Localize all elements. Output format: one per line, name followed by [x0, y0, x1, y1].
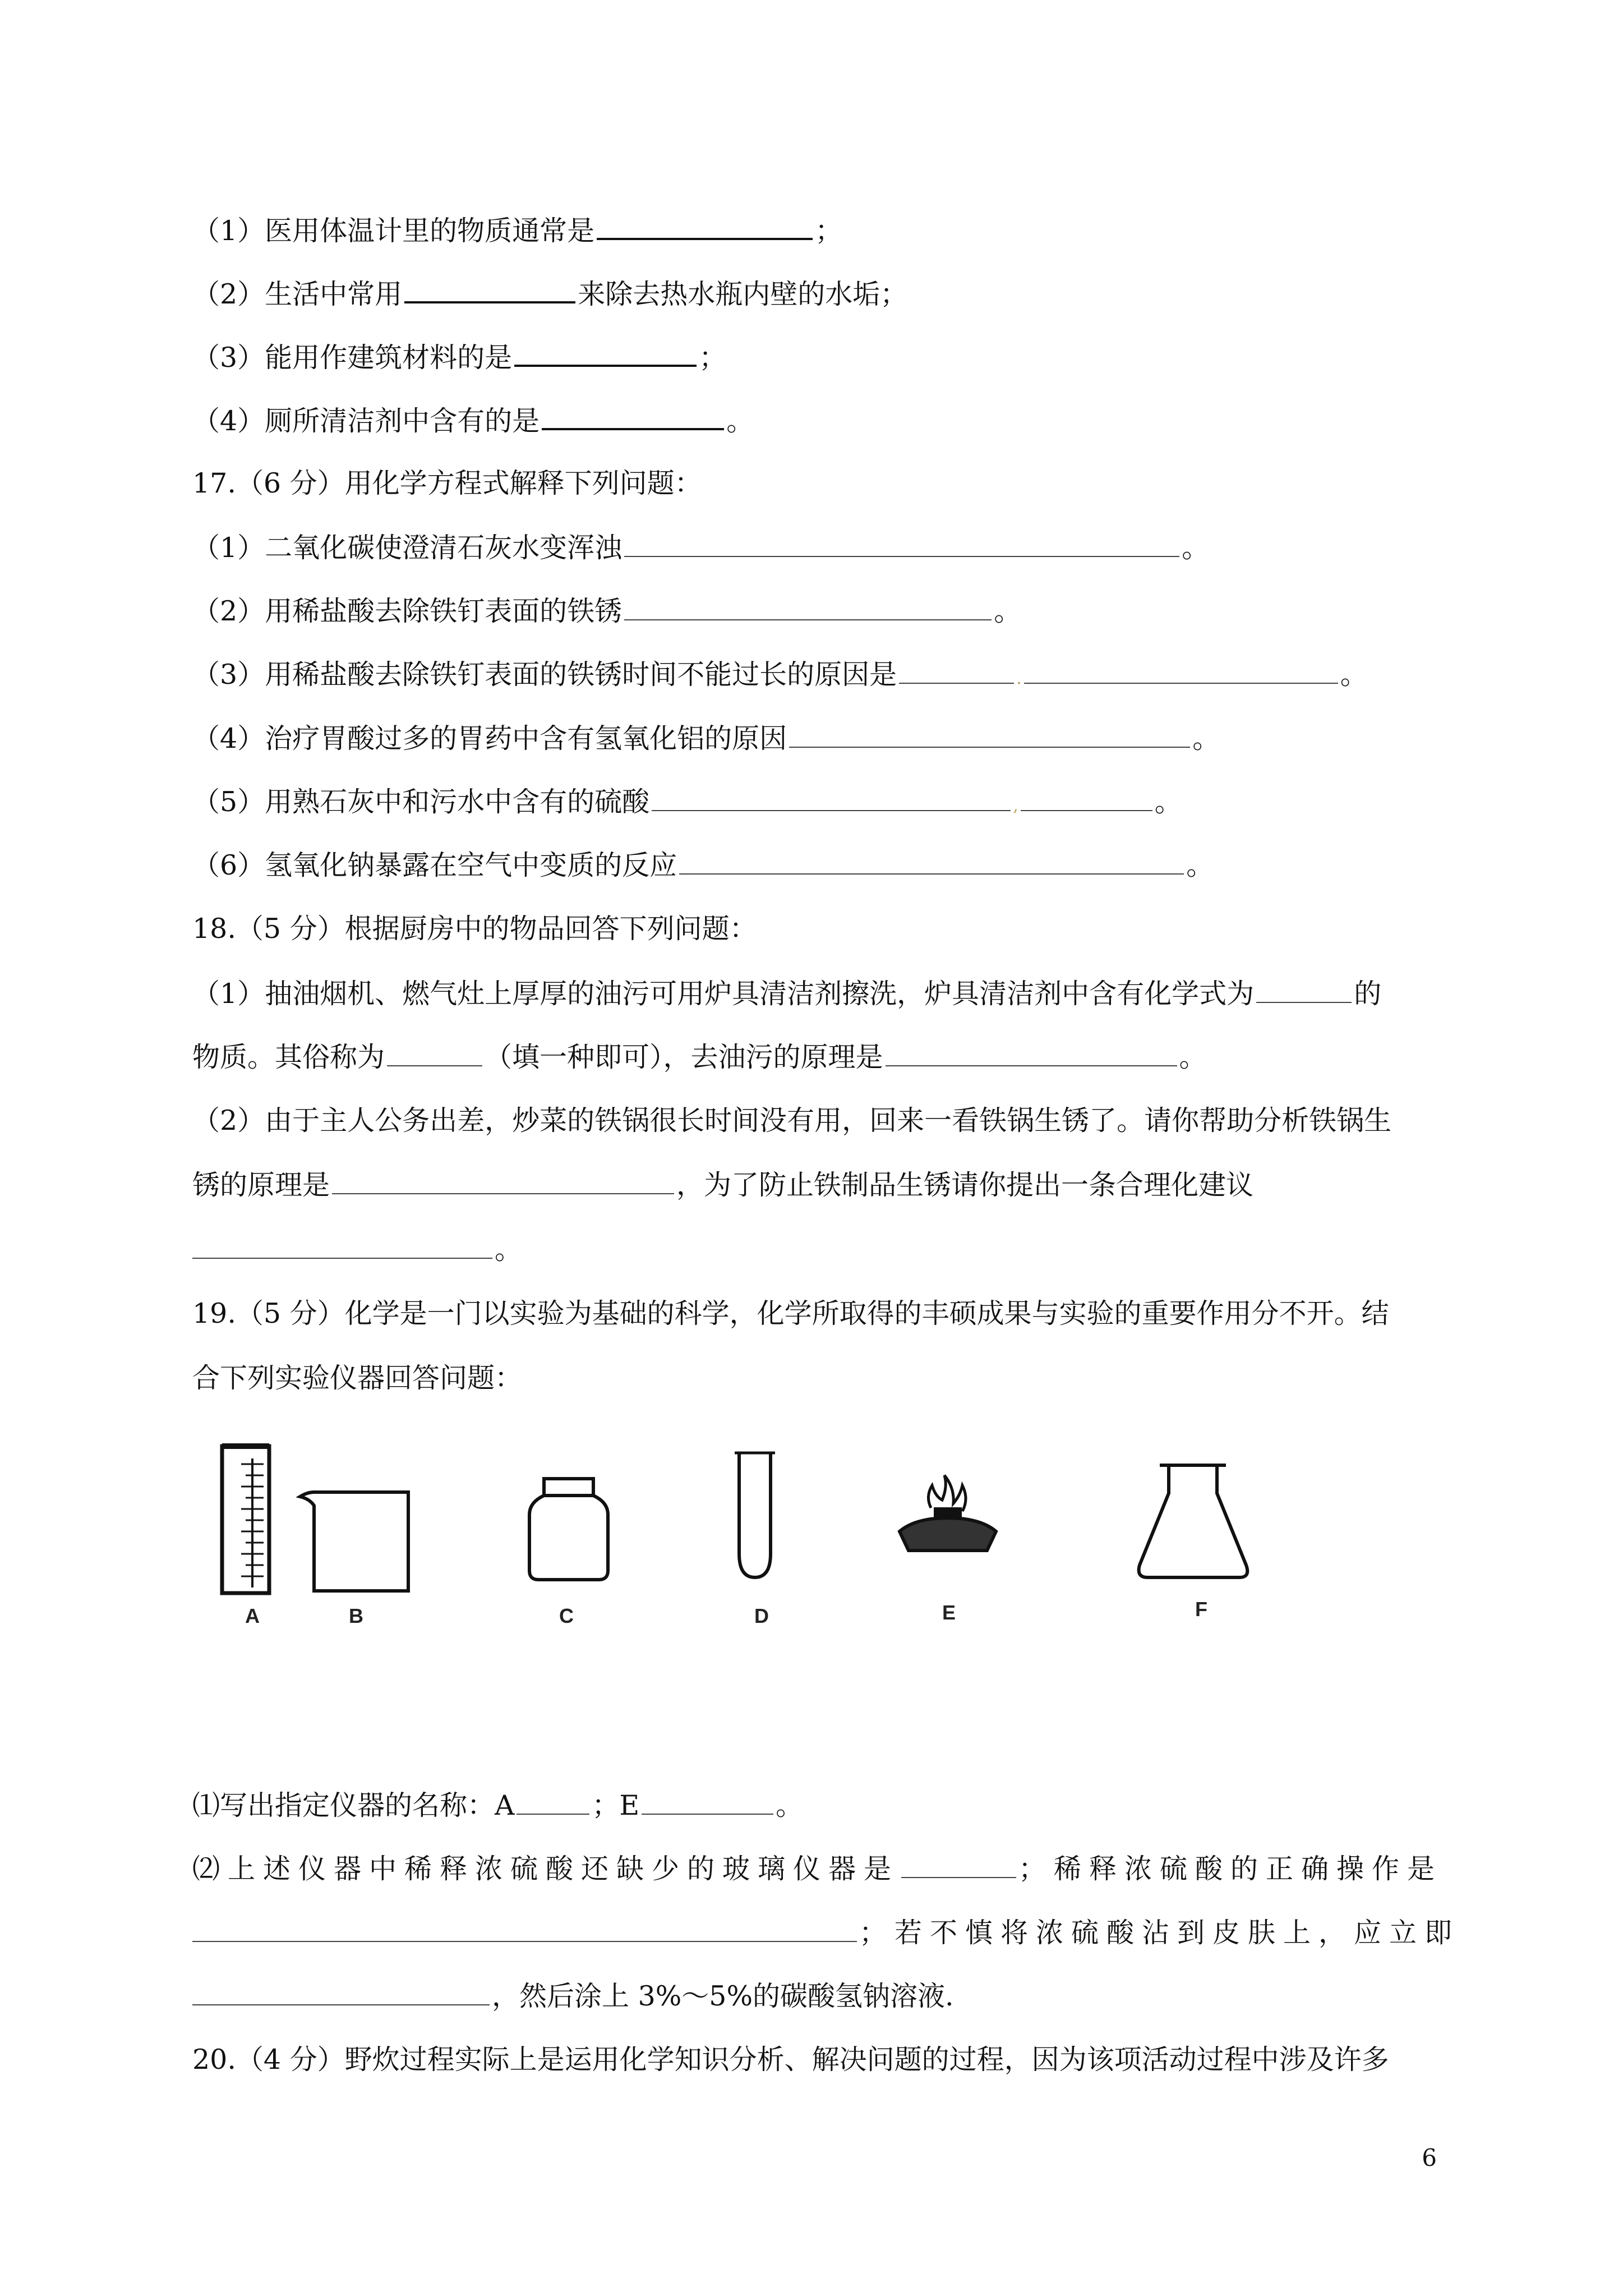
q17-item-1 [192, 530, 1209, 566]
q18-item-2-end: 。 [495, 1234, 523, 1266]
q18-item-2-line-3 [192, 1232, 522, 1268]
q17-item-3-blank-b[interactable] [1024, 657, 1338, 684]
q18-item-1-line-1 [192, 976, 1381, 1012]
q18-item-1-line-2 [192, 1039, 1207, 1075]
q19-item-1-a-blank[interactable] [517, 1788, 589, 1815]
q18-item-1-principle-blank[interactable] [886, 1039, 1177, 1066]
instrument-label-b: B [349, 1604, 363, 1627]
q19-item-1-text-c: 。 [776, 1789, 804, 1821]
q19-item-1-text-a: ⑴写出指定仪器的名称：A [192, 1789, 515, 1821]
q18-item-2-text-a: 锈的原理是 [192, 1169, 330, 1201]
q16-item-2-blank[interactable] [404, 275, 575, 303]
instrument-f-conical-flask [1139, 1465, 1248, 1577]
q17-item-4-blank[interactable] [789, 721, 1190, 748]
q16-item-2-end: 来除去热水瓶内壁的水垢； [578, 278, 908, 310]
q17-item-2-text: （2）用稀盐酸去除铁钉表面的铁锈 [192, 595, 623, 627]
q18-item-1-text-a: （1）抽油烟机、燃气灶上厚厚的油污可用炉具清洁剂擦洗，炉具清洁剂中含有化学式为 [192, 978, 1255, 1010]
q19-item-2-text-d: ，然后涂上 3%～5%的碳酸氢钠溶液. [492, 1980, 954, 2012]
q18-item-1-text-c: 物质。其俗称为 [192, 1041, 385, 1073]
instrument-b-beaker [300, 1492, 408, 1591]
q16-item-1 [192, 212, 842, 249]
q17-item-6-end: 。 [1186, 849, 1214, 881]
q16-item-4-blank[interactable] [542, 402, 724, 430]
q17-item-2-blank[interactable] [624, 593, 992, 620]
q18-item-2-suggestion-blank[interactable] [192, 1232, 492, 1259]
instrument-label-d: D [754, 1604, 769, 1627]
q19-item-2-instrument-blank[interactable] [901, 1851, 1016, 1878]
q17-item-2 [192, 593, 1021, 629]
q17-item-4-text: （4）治疗胃酸过多的胃药中含有氢氧化铝的原因 [192, 723, 787, 754]
q19-title-line-2: 合下列实验仪器回答问题： [192, 1362, 523, 1394]
q19-item-1 [192, 1788, 803, 1824]
q17-item-3-text: （3）用稀盐酸去除铁钉表面的铁锈时间不能过长的原因是 [192, 659, 897, 691]
q19-item-2-line-3 [192, 1978, 954, 2014]
q18-item-2-text-b: ，为了防止铁制品生锈请你提出一条合理化建议 [676, 1169, 1254, 1201]
q18-item-1-formula-blank[interactable] [1256, 976, 1352, 1003]
q16-item-2 [192, 275, 907, 312]
q19-item-1-text-b: ；E [592, 1789, 640, 1821]
q17-item-4 [192, 721, 1220, 757]
q17-item-5-end: 。 [1154, 786, 1182, 818]
q19-item-2-first-aid-blank[interactable] [192, 1978, 490, 2005]
q17-item-5-sep: , [1013, 796, 1018, 816]
q17-item-3 [192, 657, 1368, 697]
q18-item-2-line-2 [192, 1167, 1253, 1203]
q16-item-3 [192, 339, 726, 376]
q17-item-2-end: 。 [994, 595, 1022, 627]
q17-item-3-end: 。 [1340, 659, 1368, 691]
q19-title-line-1: 19.（5 分）化学是一门以实验为基础的科学，化学所取得的丰硕成果与实验的重要作用分不开。结 [192, 1297, 1389, 1329]
q16-item-3-text: （3）能用作建筑材料的是 [192, 342, 513, 374]
instrument-e-alcohol-lamp [900, 1475, 996, 1550]
q18-item-1-common-name-blank[interactable] [387, 1039, 482, 1066]
instrument-label-a: A [245, 1604, 260, 1627]
q19-item-2-line-1 [192, 1851, 1442, 1887]
q17-item-5 [192, 784, 1182, 824]
q17-item-5-blank-b[interactable] [1021, 784, 1152, 811]
q17-item-5-blank-a[interactable] [652, 784, 1011, 811]
instrument-d-test-tube [735, 1453, 775, 1577]
q17-title: 17.（6 分）用化学方程式解释下列问题： [192, 467, 702, 499]
instrument-label-e: E [942, 1601, 956, 1624]
q17-item-1-blank[interactable] [624, 530, 1179, 557]
q18-item-1-text-d: （填一种即可），去油污的原理是 [485, 1041, 883, 1073]
q19-item-2-text-a: ⑵上述仪器中稀释浓硫酸还缺少的玻璃仪器是 [192, 1853, 900, 1885]
q17-item-6 [192, 848, 1214, 884]
q17-item-4-end: 。 [1192, 723, 1220, 754]
q17-item-3-sep: . [1016, 669, 1022, 688]
q18-item-1-text-e: 。 [1179, 1041, 1207, 1073]
q17-item-6-text: （6）氢氧化钠暴露在空气中变质的反应 [192, 849, 677, 881]
instrument-a-graduated-cylinder [222, 1446, 269, 1593]
q17-item-3-blank-a[interactable] [899, 657, 1014, 684]
q19-item-2-operation-blank[interactable] [192, 1915, 857, 1942]
q19-item-2-text-c: ；若不慎将浓硫酸沾到皮肤上，应立即 [859, 1917, 1460, 1949]
page-number: 6 [1422, 2144, 1437, 2171]
q19-item-2-text-b: ；稀释浓硫酸的正确操作是 [1018, 1853, 1443, 1885]
q16-item-2-text: （2）生活中常用 [192, 278, 403, 310]
instrument-a-scale-marks [241, 1464, 264, 1576]
q16-item-1-blank[interactable] [597, 212, 813, 240]
q17-item-1-text: （1）二氧化碳使澄清石灰水变浑浊 [192, 532, 623, 564]
q17-item-6-blank[interactable] [679, 848, 1184, 875]
q18-item-2-principle-blank[interactable] [332, 1167, 674, 1194]
q16-item-1-text: （1）医用体温计里的物质通常是 [192, 215, 595, 247]
q16-item-4-text: （4）厕所清洁剂中含有的是 [192, 405, 540, 437]
q18-title: 18.（5 分）根据厨房中的物品回答下列问题： [192, 913, 757, 945]
q16-item-4-end: 。 [726, 405, 754, 437]
q17-item-1-end: 。 [1182, 532, 1210, 564]
q18-item-2-line-1: （2）由于主人公务出差，炒菜的铁锅很长时间没有用，回来一看铁锅生锈了。请你帮助分析铁锅生 [192, 1105, 1392, 1137]
q20-line-1: 20.（4 分）野炊过程实际上是运用化学知识分析、解决问题的过程，因为该项活动过程中涉及许多 [192, 2044, 1389, 2076]
instrument-label-c: C [559, 1604, 574, 1627]
q19-item-1-e-blank[interactable] [642, 1788, 773, 1815]
q16-item-3-end: ； [699, 342, 727, 374]
instrument-label-f: F [1195, 1598, 1207, 1621]
q17-item-5-text: （5）用熟石灰中和污水中含有的硫酸 [192, 786, 650, 818]
q16-item-3-blank[interactable] [514, 339, 697, 367]
instrument-c-reagent-bottle [529, 1479, 608, 1580]
q18-item-1-text-b: 的 [1354, 978, 1382, 1010]
q19-item-2-line-2 [192, 1915, 1460, 1951]
q16-item-4 [192, 402, 754, 439]
q16-item-1-end: ； [815, 215, 843, 247]
